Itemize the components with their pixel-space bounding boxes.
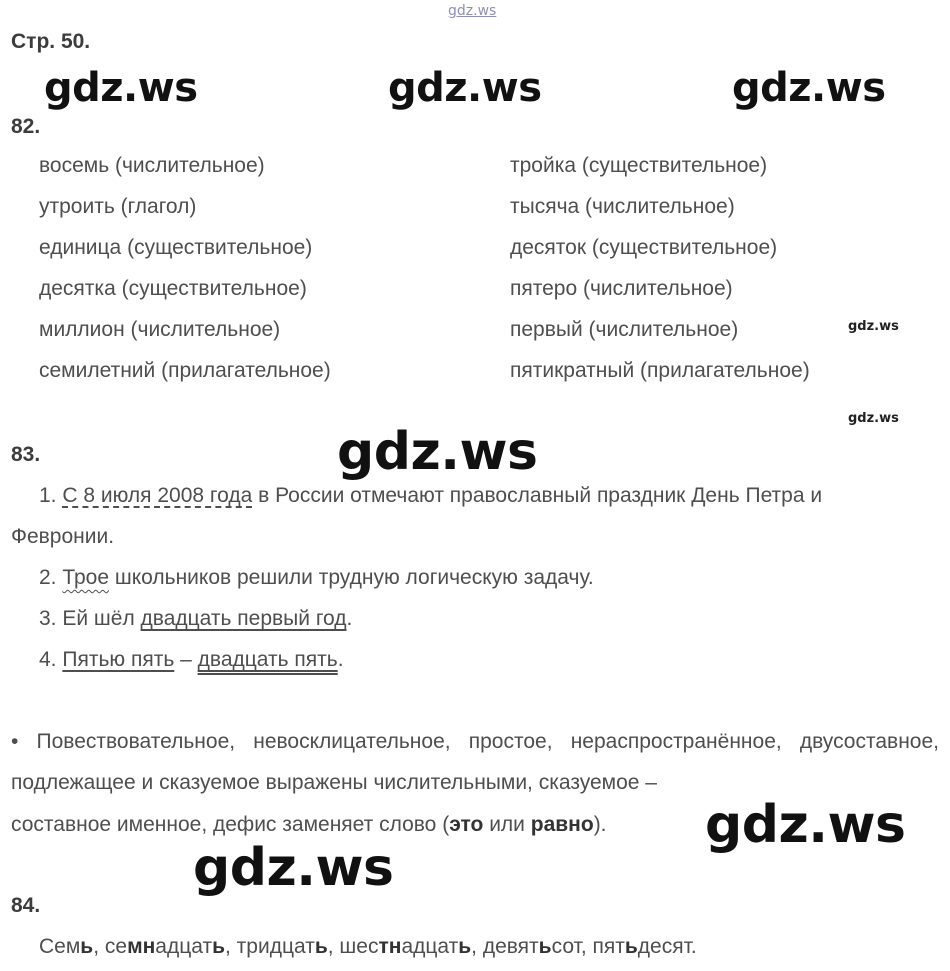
- sentence-1: [39, 484, 822, 508]
- text-part: ь: [314, 935, 328, 958]
- analysis-text: ).: [593, 813, 607, 836]
- sentence-number: 2.: [39, 566, 63, 589]
- text-part: мн: [127, 935, 156, 958]
- sentence-3: [39, 607, 352, 631]
- word-item: тройка (существительное): [510, 154, 768, 177]
- analysis-paragraph-end: [11, 813, 607, 837]
- analysis-paragraph: [11, 721, 939, 803]
- word-item: семилетний (прилагательное): [39, 359, 331, 382]
- watermark-logo: gdz.ws: [732, 65, 886, 111]
- bold-word: равно: [530, 813, 594, 836]
- sentence-end: .: [346, 607, 353, 630]
- predicate-phrase: двадцать пять: [197, 648, 338, 671]
- word-item: десятка (существительное): [39, 277, 307, 300]
- analysis-text: • Повествовательное, невосклицательное, простое, нераспространённое, двусоставное, подлежащее и сказуемое выражены числительными, сказуемое –: [11, 730, 939, 794]
- text-part: ь: [624, 935, 638, 958]
- subject-phrase: двадцать первый год: [140, 607, 347, 630]
- sentence-4: [39, 648, 344, 672]
- watermark-logo: gdz.ws: [193, 838, 394, 898]
- text-part: ь: [538, 935, 552, 958]
- word-item: тысяча (числительное): [510, 195, 735, 218]
- text-part: тн: [378, 935, 402, 958]
- sentence-number: 1.: [39, 484, 63, 507]
- text-part: Сем: [39, 935, 81, 958]
- sentence-number: 4.: [39, 648, 63, 671]
- word-item: единица (существительное): [39, 236, 313, 259]
- sentence-text: школьников решили трудную логическую задачу.: [109, 566, 594, 589]
- top-watermark: gdz.ws: [448, 3, 497, 19]
- text-part: ь: [212, 935, 226, 958]
- text-part: сот, пят: [551, 935, 625, 958]
- text-part: адцат: [401, 935, 459, 958]
- page-reference: Стр. 50.: [11, 30, 91, 53]
- numerals-line: [39, 935, 697, 959]
- text-part: , тридцат: [225, 935, 315, 958]
- exercise-83-number: 83.: [11, 443, 41, 466]
- analysis-text: составное именное, дефис заменяет слово (: [11, 813, 450, 836]
- sentence-text: в России отмечают православный праздник День Петра и: [252, 484, 823, 507]
- text-part: ь: [80, 935, 94, 958]
- bold-word: это: [449, 813, 484, 836]
- watermark-small: gdz.ws: [848, 411, 899, 426]
- sentence-2: [39, 566, 594, 590]
- adverbial-phrase: С 8 июля 2008 года: [62, 484, 253, 507]
- word-item: десяток (существительное): [510, 236, 778, 259]
- sentence-end: .: [337, 648, 344, 671]
- text-part: , се: [93, 935, 128, 958]
- watermark-logo: gdz.ws: [705, 795, 906, 855]
- subject-phrase: Пятью пять: [62, 648, 175, 671]
- word-item: миллион (числительное): [39, 318, 281, 341]
- dash: –: [174, 648, 198, 671]
- watermark-logo: gdz.ws: [44, 65, 198, 111]
- exercise-82-number: 82.: [11, 115, 41, 138]
- word-item: пятеро (числительное): [510, 277, 733, 300]
- sentence-text: 3. Ей шёл: [39, 607, 141, 630]
- text-part: десят.: [637, 935, 697, 958]
- analysis-text: или: [483, 813, 531, 836]
- watermark-logo: gdz.ws: [388, 65, 542, 111]
- word-item: восемь (числительное): [39, 154, 265, 177]
- watermark-small: gdz.ws: [848, 319, 899, 334]
- text-part: адцат: [155, 935, 213, 958]
- word-item: утроить (глагол): [39, 195, 197, 218]
- attribute-word: Трое: [62, 566, 110, 589]
- watermark-logo: gdz.ws: [337, 422, 538, 482]
- exercise-84-number: 84.: [11, 894, 41, 917]
- word-item: пятикратный (прилагательное): [510, 359, 810, 382]
- word-item: первый (числительное): [510, 318, 739, 341]
- text-part: ь: [458, 935, 472, 958]
- text-part: , шес: [327, 935, 379, 958]
- sentence-1-continuation: Февронии.: [11, 525, 115, 548]
- text-part: , девят: [471, 935, 539, 958]
